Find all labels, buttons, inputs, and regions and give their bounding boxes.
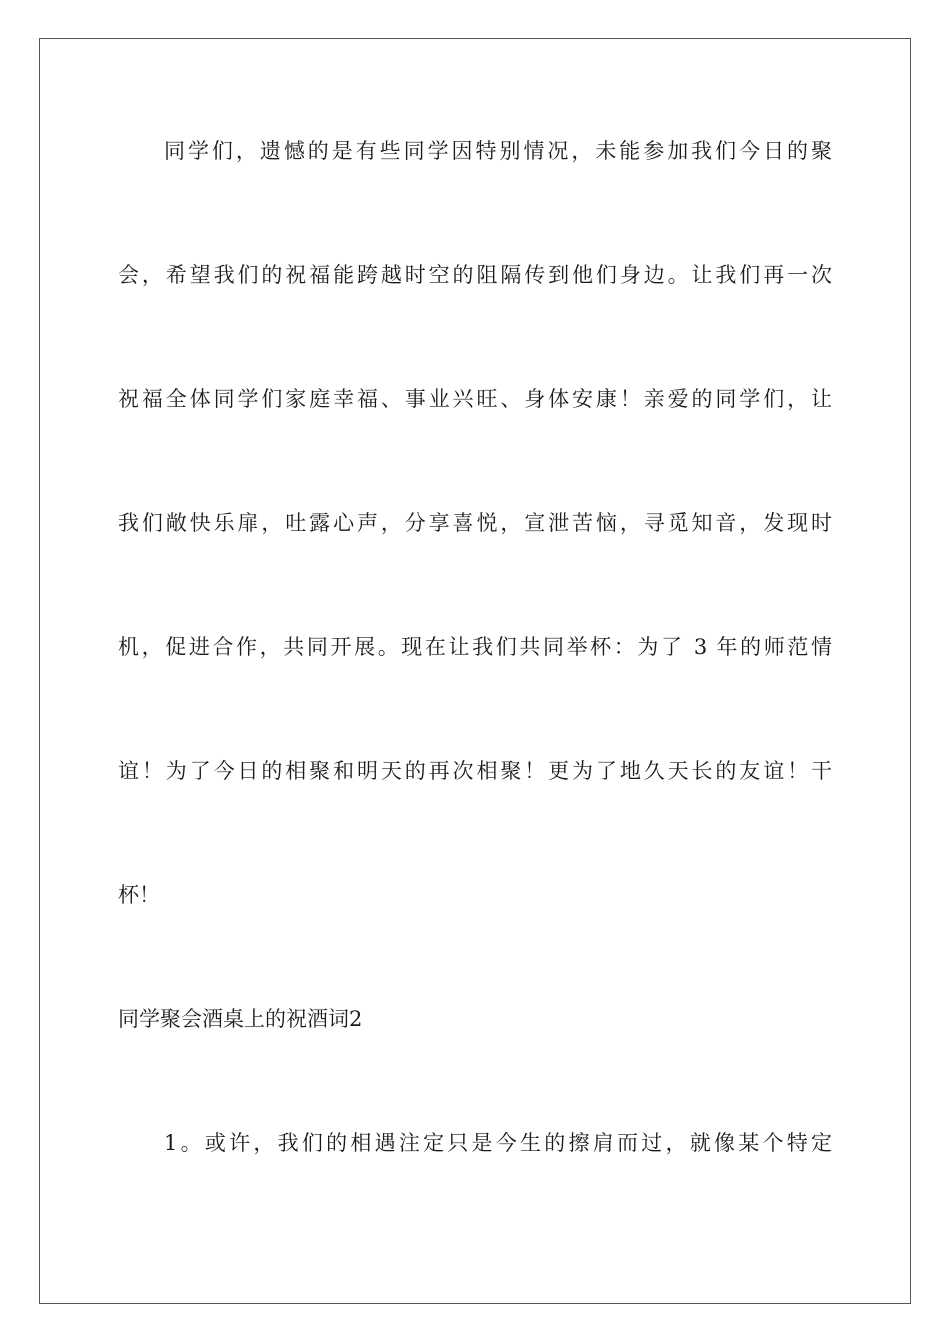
paragraph-line: 我们敞快乐扉，吐露心声，分享喜悦，宣泄苦恼，寻觅知音，发现时 [118, 511, 832, 535]
paragraph-line: 同学们，遗憾的是有些同学因特别情况，未能参加我们今日的聚 [164, 139, 832, 163]
section-heading: 同学聚会酒桌上的祝酒词2 [118, 1007, 363, 1031]
paragraph-line: 1。或许，我们的相遇注定只是今生的擦肩而过，就像某个特定 [164, 1131, 832, 1155]
paragraph-line: 谊！为了今日的相聚和明天的再次相聚！更为了地久天长的友谊！干 [118, 759, 832, 783]
paragraph-line: 机，促进合作，共同开展。现在让我们共同举杯：为了 3 年的师范情 [118, 635, 832, 659]
paragraph-line: 祝福全体同学们家庭幸福、事业兴旺、身体安康！亲爱的同学们，让 [118, 387, 832, 411]
paragraph-line: 杯！ [118, 883, 160, 907]
paragraph-line: 会，希望我们的祝福能跨越时空的阻隔传到他们身边。让我们再一次 [118, 263, 832, 287]
page-border [39, 38, 911, 1304]
